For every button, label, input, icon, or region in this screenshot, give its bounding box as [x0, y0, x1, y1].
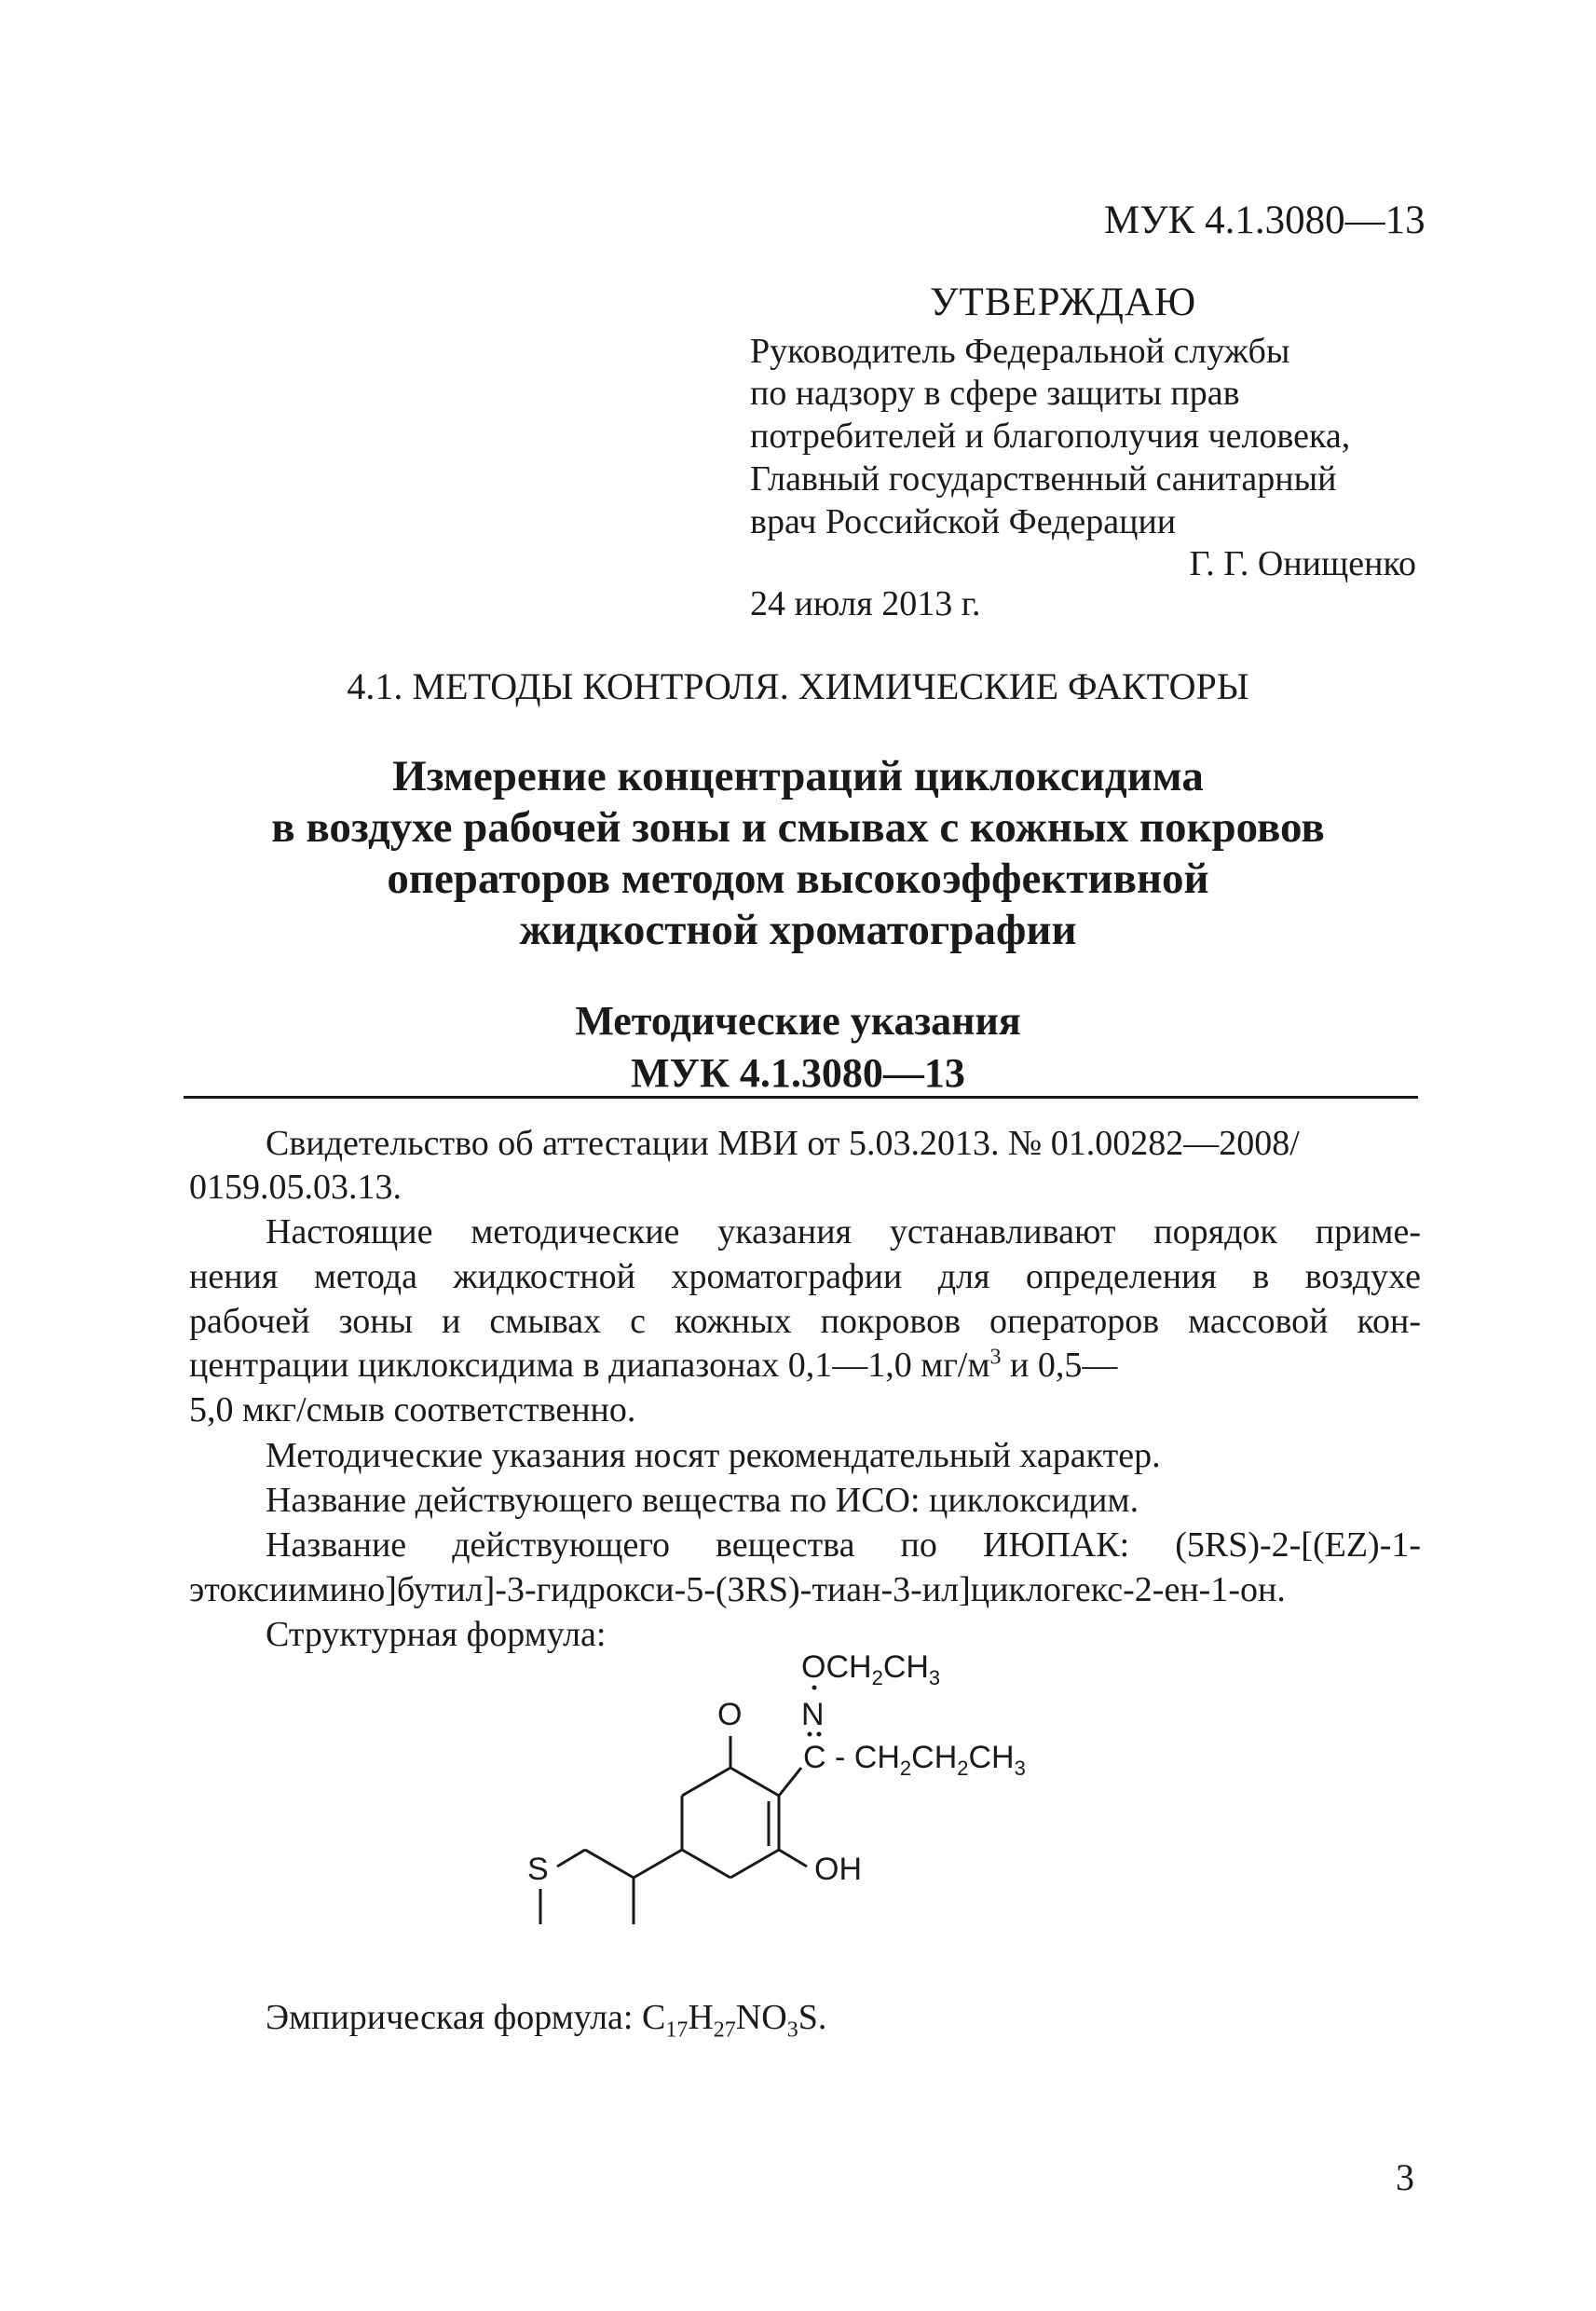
subtitle-line: Методические указания	[575, 998, 1021, 1044]
paragraph-line: этоксиимино]бутил]-3-гидрокси-5-(3RS)-тиан-3-ил]циклогекс-2-ен-1-он.	[189, 1570, 1286, 1609]
range-text-tail: и 0,5—	[1001, 1346, 1118, 1385]
approval-signer: Г. Г. Онищенко	[1189, 544, 1416, 583]
unit-superscript: 3	[989, 1345, 1002, 1370]
paragraph-line: Название действующего вещества по ИСО: циклоксидим.	[266, 1481, 1139, 1520]
certificate-line-1: Свидетельство об аттестации МВИ от 5.03.2013. № 01.00282—2008/	[266, 1124, 1300, 1163]
title-line: операторов методом высокоэффективной	[387, 855, 1209, 903]
divider	[184, 1096, 1418, 1099]
empirical-formula: Эмпирическая формула: $C_{17}H_{27}NO_3S$.	[266, 1998, 827, 2043]
bond-dot	[812, 1686, 817, 1690]
ethoxy-label: $OCH_2CH_3$	[801, 1649, 941, 1689]
structural-formula	[522, 1626, 1118, 1924]
doc-code: МУК 4.1.3080—13	[1104, 198, 1425, 242]
ketone-oxygen-label: O	[717, 1697, 743, 1732]
sulfur-label: S	[527, 1852, 549, 1887]
document-title	[0, 751, 1596, 956]
bond-dot	[808, 1732, 812, 1737]
paragraph-line: Структурная формула:	[266, 1615, 607, 1654]
paragraph-line: Название действующего вещества по ИЮПАК: (5RS)-2-[(EZ)-1-	[266, 1525, 1421, 1565]
approval-line: врач Российской Федерации	[750, 502, 1177, 541]
paragraph-line: Методические указания носят рекомендательный характер.	[266, 1436, 1161, 1475]
approval-date: 24 июля 2013 г.	[750, 584, 981, 623]
nitrogen-label: N	[801, 1697, 825, 1732]
approval-title: УТВЕРЖДАЮ	[930, 280, 1197, 324]
paragraph-line	[189, 1345, 1421, 1386]
approval-line: Главный государственный санитарный	[750, 459, 1337, 499]
title-line: в воздухе рабочей зоны и смывах с кожных покровов	[271, 803, 1325, 852]
paragraph-line: нения метода жидкостной хроматографии для определения в воздухе	[189, 1257, 1421, 1296]
title-line: жидкостной хроматографии	[519, 906, 1077, 954]
subtitle-code: МУК 4.1.3080—13	[631, 1050, 965, 1096]
page-number: 3	[1396, 2156, 1414, 2198]
approval-line: Руководитель Федеральной службы	[750, 332, 1290, 371]
approval-line: по надзору в сфере защиты прав	[750, 374, 1240, 413]
ring-bonds	[540, 1736, 807, 1924]
paragraph-line: рабочей зоны и смывах с кожных покровов операторов массовой кон-	[189, 1302, 1421, 1341]
certificate-line-2: 0159.05.03.13.	[189, 1168, 402, 1207]
document-subtitle	[0, 995, 1596, 1100]
hydroxyl-label: OH	[814, 1852, 862, 1887]
bond-dot	[817, 1732, 822, 1737]
paragraph-line: Настоящие методические указания устанавливают порядок приме-	[266, 1212, 1421, 1251]
paragraph-line: 5,0 мкг/смыв соответственно.	[189, 1390, 636, 1429]
section-heading: 4.1. МЕТОДЫ КОНТРОЛЯ. ХИМИЧЕСКИЕ ФАКТОРЫ	[347, 665, 1249, 707]
range-text: центрации циклоксидима в диапазонах 0,1—1,0 мг/м	[189, 1346, 990, 1385]
title-line: Измерение концентраций циклоксидима	[392, 752, 1204, 800]
approval-line: потребителей и благополучия человека,	[750, 417, 1351, 456]
side-chain-label: C - $CH_2CH_2CH_3$	[803, 1740, 1026, 1780]
